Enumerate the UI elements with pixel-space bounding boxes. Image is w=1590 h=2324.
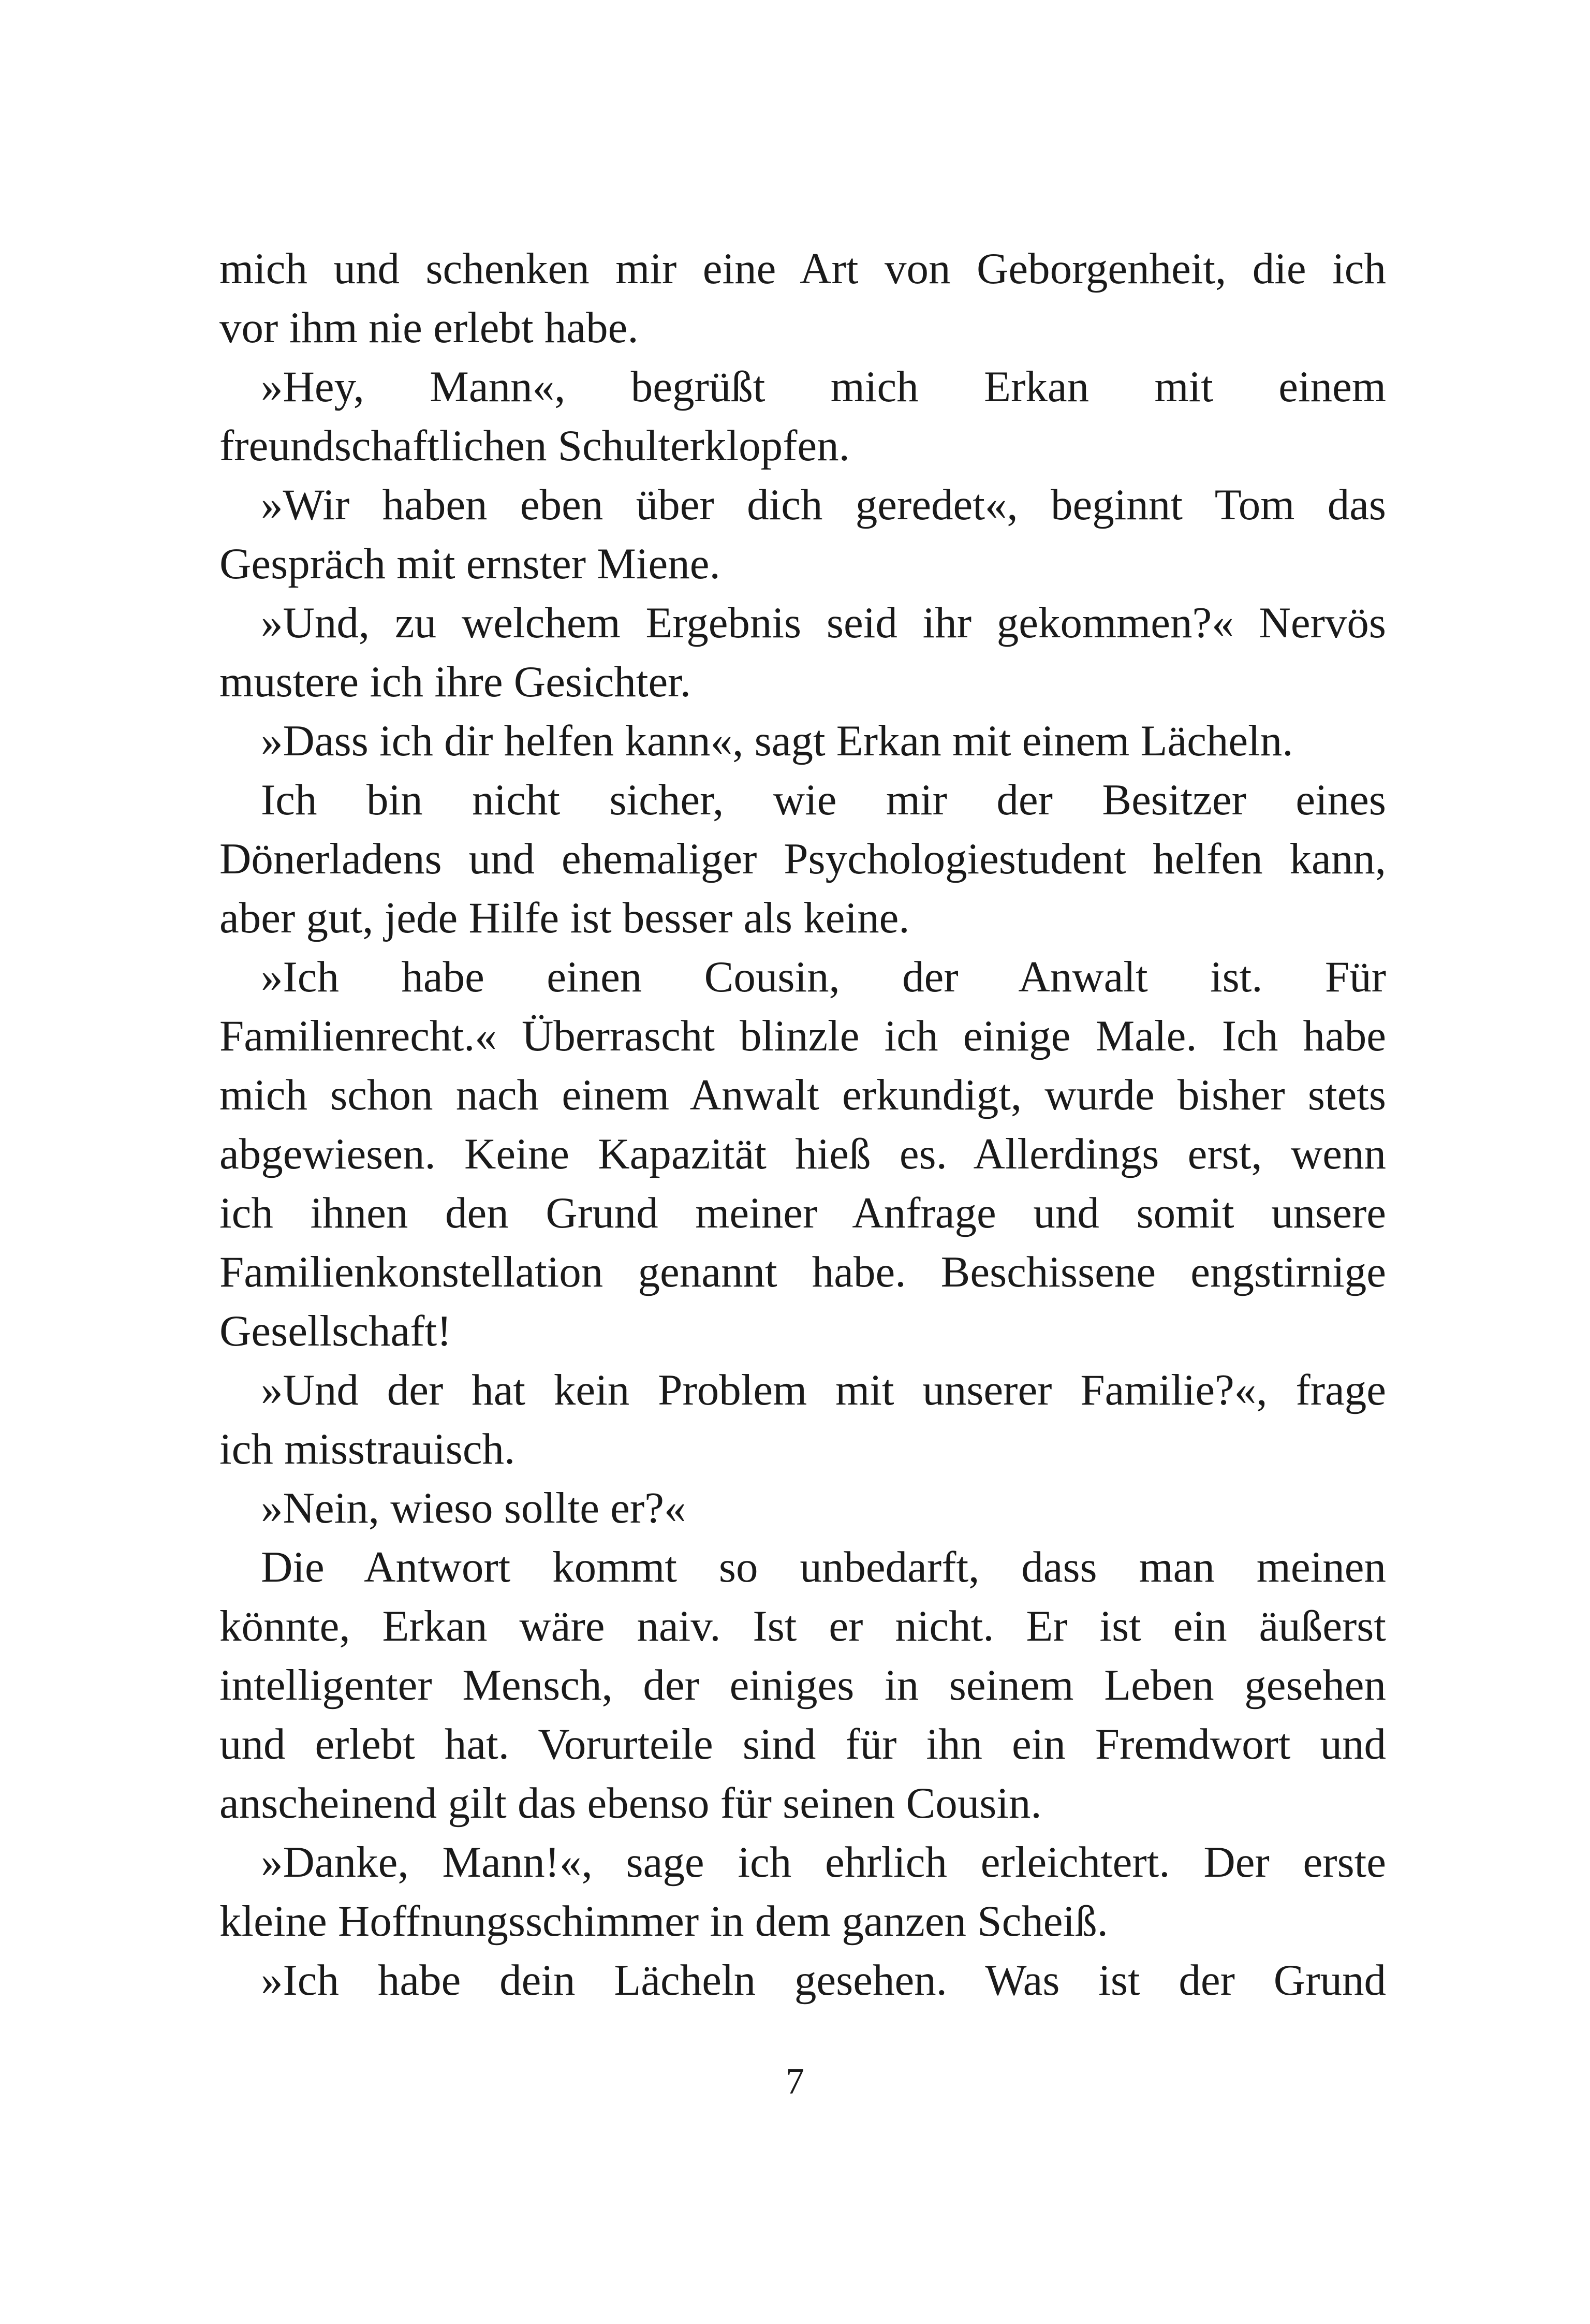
text-line: könnte, Erkan wäre naiv. Ist er nicht. Er ist ein äußerst	[219, 1602, 1386, 1650]
text-line: abgewiesen. Keine Kapazität hieß es. Allerdings erst, wenn	[219, 1130, 1386, 1178]
text-line: mich und schenken mir eine Art von Geborgenheit, die ich	[219, 244, 1386, 293]
text-line: Familienkonstellation genannt habe. Beschissene engstirnige	[219, 1248, 1386, 1296]
text-line: ich ihnen den Grund meiner Anfrage und somit unsere	[219, 1189, 1386, 1237]
text-line: »Ich habe dein Lächeln gesehen. Was ist der Grund	[261, 1956, 1386, 2005]
text-line: »Ich habe einen Cousin, der Anwalt ist. Für	[261, 953, 1386, 1001]
text-line: kleine Hoffnungsschimmer in dem ganzen Scheiß.	[219, 1897, 1108, 1946]
text-line: »Danke, Mann!«, sage ich ehrlich erleichtert. Der erste	[261, 1838, 1386, 1887]
text-line: anscheinend gilt das ebenso für seinen Cousin.	[219, 1779, 1042, 1828]
text-line: »Hey, Mann«, begrüßt mich Erkan mit einem	[261, 362, 1386, 411]
page-number: 7	[786, 2060, 804, 2102]
text-line: Gespräch mit ernster Miene.	[219, 539, 720, 588]
text-line: »Nein, wieso sollte er?«	[261, 1484, 686, 1532]
text-line: »Und der hat kein Problem mit unserer Familie?«, frage	[261, 1366, 1386, 1414]
text-line: vor ihm nie erlebt habe.	[219, 303, 639, 352]
text-line: Die Antwort kommt so unbedarft, dass man meinen	[261, 1543, 1386, 1591]
text-line: »Und, zu welchem Ergebnis seid ihr gekommen?« Nervös	[261, 598, 1386, 647]
text-line: intelligenter Mensch, der einiges in seinem Leben gesehen	[219, 1661, 1386, 1709]
body-text	[219, 239, 1386, 2010]
text-line: Familienrecht.« Überrascht blinzle ich einige Male. Ich habe	[219, 1012, 1386, 1060]
text-line: und erlebt hat. Vorurteile sind für ihn ein Fremdwort und	[219, 1720, 1386, 1768]
text-line: Dönerladens und ehemaliger Psychologiestudent helfen kann,	[219, 835, 1386, 883]
text-line: mich schon nach einem Anwalt erkundigt, wurde bisher stets	[219, 1071, 1386, 1119]
text-line: Ich bin nicht sicher, wie mir der Besitzer eines	[261, 776, 1386, 824]
text-line: »Wir haben eben über dich geredet«, beginnt Tom das	[261, 480, 1386, 529]
text-line: ich misstrauisch.	[219, 1425, 516, 1473]
text-line: »Dass ich dir helfen kann«, sagt Erkan mit einem Lächeln.	[261, 717, 1293, 765]
text-line: freundschaftlichen Schulterklopfen.	[219, 421, 850, 470]
text-line: mustere ich ihre Gesichter.	[219, 657, 691, 706]
text-line: aber gut, jede Hilfe ist besser als keine.	[219, 894, 910, 942]
text-line: Gesellschaft!	[219, 1307, 452, 1355]
